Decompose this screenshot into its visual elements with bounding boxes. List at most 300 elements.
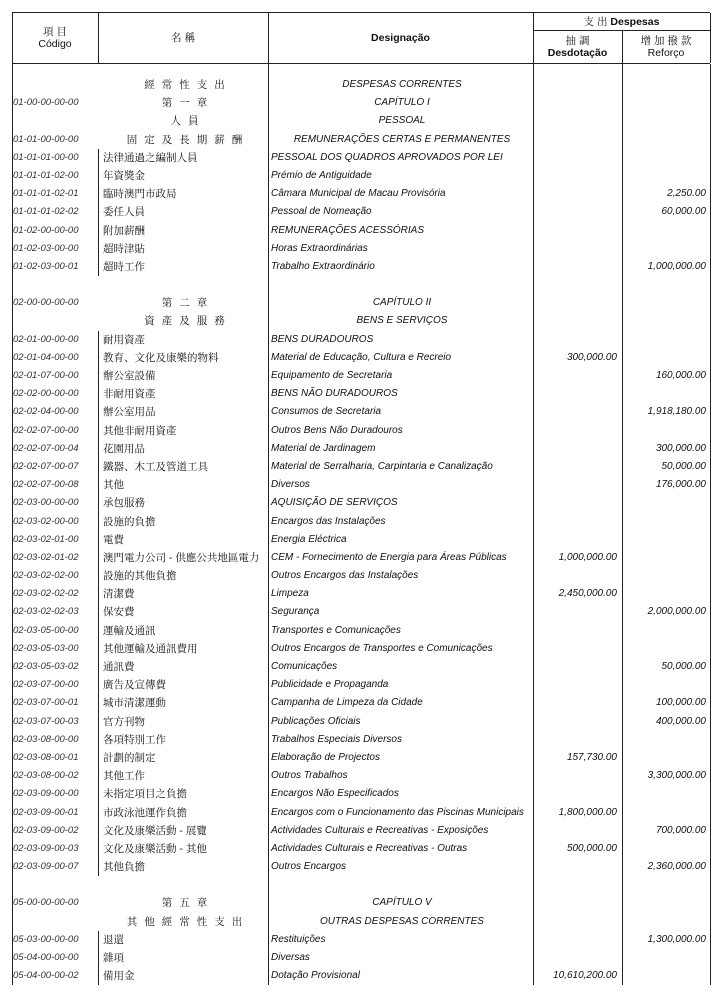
reforco-cell [622, 731, 706, 749]
desdotacao-cell [533, 367, 617, 385]
table-row [12, 931, 710, 949]
table-row [12, 367, 710, 385]
designacao-cell: Actividades Culturais e Recreativas - Exposições [271, 824, 489, 836]
heading-row [12, 312, 710, 330]
desdotacao-cell [533, 422, 617, 440]
reforco-cell: 1,000,000.00 [647, 260, 706, 272]
name-zh-cell: 文化及康樂活動 - 展覽 [98, 822, 268, 840]
name-zh-cell: 其他 [98, 476, 268, 494]
table-row [12, 567, 710, 585]
desdotacao-cell: 300,000.00 [566, 351, 617, 363]
header-despesas-zh: 支 出 [583, 15, 608, 28]
name-zh-cell: 其他工作 [98, 767, 268, 785]
reforco-cell: 300,000.00 [655, 442, 706, 454]
table-row [12, 513, 710, 531]
reforco-cell [622, 385, 706, 403]
designacao-cell: Encargos das Instalações [271, 515, 386, 527]
designacao-cell: Outros Encargos [271, 861, 347, 873]
reforco-cell: 2,360,000.00 [647, 861, 706, 873]
desdotacao-cell [533, 785, 617, 803]
code-cell: 02-02-07-00-08 [13, 479, 79, 491]
reforco-cell: 60,000.00 [661, 206, 706, 218]
blank-row [12, 276, 710, 294]
name-zh-cell: 城市清潔運動 [98, 694, 268, 712]
desdotacao-cell [533, 713, 617, 731]
designacao-cell: Pessoal de Nomeação [271, 206, 372, 218]
desdotacao-cell [533, 167, 617, 185]
reforco-cell [622, 513, 706, 531]
designacao-cell: REMUNERAÇÕES ACESSÓRIAS [271, 224, 424, 236]
code-cell: 05-03-00-00-00 [13, 933, 79, 945]
name-zh-cell: 第一章 [161, 97, 215, 110]
table-row [12, 749, 710, 767]
table-row [12, 385, 710, 403]
name-zh-cell: 各項特別工作 [98, 731, 268, 749]
code-cell: 02-02-07-00-00 [13, 424, 79, 436]
code-cell: 02-01-00-00-00 [13, 333, 79, 345]
name-zh-cell: 資產及服務 [144, 315, 232, 328]
code-cell: 01-00-00-00-00 [13, 97, 79, 109]
desdotacao-cell: 1,000,000.00 [558, 551, 617, 563]
name-zh-cell: 電費 [98, 531, 268, 549]
code-cell: 02-03-02-02-00 [13, 570, 79, 582]
header-designacao-pt: Designação [371, 32, 430, 44]
name-zh-cell: 耐用資產 [98, 331, 268, 349]
table-row [12, 185, 710, 203]
designacao-cell: Encargos com o Funcionamento das Piscinas Municipais [271, 806, 524, 818]
header-reforco-zh: 增 加 撥 款 [640, 34, 692, 47]
reforco-cell [622, 422, 706, 440]
code-cell: 02-03-08-00-01 [13, 751, 79, 763]
table-row [12, 804, 710, 822]
name-zh-cell: 鐵器、木工及管道工具 [98, 458, 268, 476]
designacao-cell: CEM - Fornecimento de Energia para Áreas Públicas [271, 551, 507, 563]
designacao-cell: Equipamento de Secretaria [271, 370, 393, 381]
desdotacao-cell [533, 185, 617, 203]
table-row [12, 476, 710, 494]
desdotacao-cell [533, 240, 617, 258]
header-codigo-zh: 項 目 [43, 26, 67, 38]
name-zh-cell: 辦公室設備 [98, 367, 268, 385]
designacao-cell: Outros Encargos das Instalações [271, 570, 419, 582]
code-cell: 01-02-00-00-00 [13, 224, 79, 236]
table-row [12, 949, 710, 967]
designacao-cell: Restituições [271, 933, 326, 945]
designacao-cell: CAPÍTULO I [374, 97, 430, 109]
name-zh-cell: 承包服務 [98, 494, 268, 512]
designacao-cell: CAPÍTULO II [372, 297, 432, 309]
code-cell: 01-01-01-02-00 [13, 169, 79, 181]
table-row [12, 331, 710, 349]
designacao-cell: BENS NÃO DURADOUROS [271, 388, 398, 400]
reforco-cell [622, 222, 706, 240]
designacao-cell: Energia Eléctrica [271, 533, 347, 545]
code-cell: 02-03-05-03-00 [13, 642, 79, 654]
name-zh-cell: 備用金 [98, 967, 268, 985]
code-cell: 02-03-07-00-00 [13, 679, 79, 691]
designacao-cell: BENS DURADOUROS [271, 333, 374, 345]
designacao-cell: Material de Jardinagem [271, 442, 376, 454]
desdotacao-cell [533, 658, 617, 676]
desdotacao-cell: 157,730.00 [566, 751, 617, 763]
name-zh-cell: 通訊費 [98, 658, 268, 676]
desdotacao-cell [533, 567, 617, 585]
desdotacao-cell [533, 385, 617, 403]
name-zh-cell: 超時津貼 [98, 240, 268, 258]
reforco-cell: 160,000.00 [655, 370, 706, 381]
desdotacao-cell [533, 203, 617, 221]
code-cell: 02-02-07-00-07 [13, 460, 79, 472]
code-cell: 01-02-03-00-01 [13, 260, 79, 272]
reforco-cell [622, 749, 706, 767]
desdotacao-cell [533, 931, 617, 949]
designacao-cell: OUTRAS DESPESAS CORRENTES [320, 915, 484, 927]
reforco-cell [622, 804, 706, 822]
designacao-cell: PESSOAL [378, 115, 426, 127]
code-cell: 01-01-00-00-00 [13, 133, 79, 145]
designacao-cell: BENS E SERVIÇOS [356, 315, 448, 327]
desdotacao-cell [533, 731, 617, 749]
designacao-cell: Publicidade e Propaganda [271, 679, 389, 691]
header-reforco [622, 30, 710, 63]
reforco-cell [622, 294, 706, 312]
table-row [12, 494, 710, 512]
table-row [12, 458, 710, 476]
table-row [12, 222, 710, 240]
heading-row [12, 76, 710, 94]
desdotacao-cell: 500,000.00 [566, 842, 617, 854]
name-zh-cell: 其他負擔 [98, 858, 268, 876]
designacao-cell: Câmara Municipal de Macau Provisória [271, 188, 446, 200]
code-cell: 01-01-01-02-01 [13, 188, 79, 200]
reforco-cell [622, 913, 706, 931]
heading-row [12, 94, 710, 112]
table-row [12, 713, 710, 731]
name-zh-cell: 雜項 [98, 949, 268, 967]
table-row [12, 858, 710, 876]
code-cell: 02-03-07-00-03 [13, 715, 79, 727]
heading-row [12, 294, 710, 312]
table-row [12, 240, 710, 258]
heading-row [12, 131, 710, 149]
table-row [12, 767, 710, 785]
table-row [12, 967, 710, 985]
designacao-cell: Material de Educação, Cultura e Recreio [271, 351, 452, 363]
table-row [12, 622, 710, 640]
reforco-cell: 50,000.00 [661, 661, 706, 672]
header-nome [98, 13, 268, 63]
code-cell: 02-03-09-00-00 [13, 788, 79, 800]
reforco-cell [622, 622, 706, 640]
reforco-cell [622, 567, 706, 585]
table-row [12, 658, 710, 676]
desdotacao-cell [533, 440, 617, 458]
name-zh-cell: 設施的其他負擔 [98, 567, 268, 585]
desdotacao-cell [533, 476, 617, 494]
designacao-cell: AQUISIÇÃO DE SERVIÇOS [271, 497, 398, 509]
code-cell [13, 312, 99, 330]
code-cell: 02-03-02-02-02 [13, 588, 79, 600]
table-row [12, 731, 710, 749]
reforco-cell [622, 785, 706, 803]
designacao-cell: Publicações Oficiais [271, 715, 361, 727]
name-zh-cell: 文化及康樂活動 - 其他 [98, 840, 268, 858]
reforco-cell [622, 640, 706, 658]
reforco-cell [622, 94, 706, 112]
name-zh-cell: 其他非耐用資產 [98, 422, 268, 440]
table-row [12, 258, 710, 276]
desdotacao-cell [533, 640, 617, 658]
reforco-cell: 3,300,000.00 [647, 770, 706, 782]
header-codigo [12, 13, 98, 63]
table-row [12, 149, 710, 167]
designacao-cell: Comunicações [271, 661, 338, 672]
designacao-cell: Trabalhos Especiais Diversos [271, 733, 402, 745]
code-cell: 01-01-01-00-00 [13, 151, 79, 163]
name-zh-cell: 固定及長期薪酬 [126, 133, 250, 146]
designacao-cell: Actividades Culturais e Recreativas - Outras [271, 842, 468, 854]
desdotacao-cell [533, 76, 617, 94]
desdotacao-cell [533, 494, 617, 512]
designacao-cell: CAPÍTULO V [372, 897, 432, 909]
desdotacao-cell [533, 858, 617, 876]
table-row [12, 785, 710, 803]
designacao-cell: Prémio de Antiguidade [271, 169, 372, 181]
desdotacao-cell [533, 458, 617, 476]
table-row [12, 585, 710, 603]
name-zh-cell: 超時工作 [98, 258, 268, 276]
desdotacao-cell [533, 222, 617, 240]
code-cell: 02-03-09-00-01 [13, 806, 79, 818]
desdotacao-cell [533, 312, 617, 330]
desdotacao-cell [533, 767, 617, 785]
name-zh-cell: 臨時澳門市政局 [98, 185, 268, 203]
desdotacao-cell [533, 331, 617, 349]
header-desdotacao-pt: Desdotação [547, 46, 608, 59]
name-zh-cell: 運輸及通訊 [98, 622, 268, 640]
reforco-cell [622, 967, 706, 985]
desdotacao-cell [533, 258, 617, 276]
name-zh-cell: 計劃的制定 [98, 749, 268, 767]
designacao-cell: PESSOAL DOS QUADROS APROVADOS POR LEI [271, 151, 503, 163]
code-cell: 02-03-08-00-02 [13, 770, 79, 782]
name-zh-cell: 保安費 [98, 603, 268, 621]
desdotacao-cell [533, 403, 617, 421]
name-zh-cell: 第五章 [161, 897, 215, 910]
code-cell: 05-04-00-00-00 [13, 952, 79, 963]
designacao-cell: Limpeza [271, 588, 309, 600]
designacao-cell: Outros Bens Não Duradouros [271, 424, 403, 436]
name-zh-cell: 第二章 [161, 297, 215, 310]
name-zh-cell: 官方刊物 [98, 713, 268, 731]
designacao-cell: Segurança [271, 606, 320, 618]
table-row [12, 403, 710, 421]
designacao-cell: Diversos [271, 479, 310, 491]
name-zh-cell: 澳門電力公司 - 供應公共地區電力 [98, 549, 268, 567]
code-cell: 02-03-08-00-00 [13, 733, 79, 745]
designacao-cell: Consumos de Secretaria [271, 406, 382, 418]
reforco-cell: 2,000,000.00 [647, 606, 706, 618]
code-cell: 01-02-03-00-00 [13, 242, 79, 254]
name-zh-cell: 年資獎金 [98, 167, 268, 185]
code-cell: 02-03-02-02-03 [13, 606, 79, 618]
table-row [12, 440, 710, 458]
designacao-cell: Diversas [271, 952, 310, 963]
reforco-cell [622, 894, 706, 912]
desdotacao-cell [533, 694, 617, 712]
code-cell: 02-01-04-00-00 [13, 351, 79, 363]
desdotacao-cell [533, 949, 617, 967]
reforco-cell [622, 312, 706, 330]
designacao-cell: Outros Trabalhos [271, 770, 348, 782]
table-row [12, 603, 710, 621]
spacer-row [12, 64, 710, 76]
desdotacao-cell [533, 513, 617, 531]
header-codigo-pt: Código [38, 38, 72, 50]
reforco-cell [622, 76, 706, 94]
table-row [12, 549, 710, 567]
designacao-cell: Encargos Não Especificados [271, 788, 399, 800]
name-zh-cell: 設施的負擔 [98, 513, 268, 531]
reforco-cell [622, 840, 706, 858]
table-row [12, 349, 710, 367]
code-cell: 02-03-05-03-02 [13, 661, 79, 672]
code-cell: 01-01-01-02-02 [13, 206, 79, 218]
name-zh-cell: 辦公室用品 [98, 403, 268, 421]
designacao-cell: Elaboração de Projectos [271, 751, 380, 763]
code-cell: 02-03-02-01-02 [13, 551, 79, 563]
designacao-cell: Material de Serralharia, Carpintaria e Canalização [271, 460, 493, 472]
reforco-cell [622, 549, 706, 567]
desdotacao-cell [533, 913, 617, 931]
reforco-cell [622, 131, 706, 149]
reforco-cell: 1,918,180.00 [647, 406, 706, 418]
budget-table [12, 12, 710, 985]
name-zh-cell: 教育、文化及康樂的物料 [98, 349, 268, 367]
reforco-cell: 400,000.00 [655, 715, 706, 727]
name-zh-cell: 廣告及宣傳費 [98, 676, 268, 694]
reforco-cell [622, 240, 706, 258]
table-row [12, 203, 710, 221]
name-zh-cell: 退還 [98, 931, 268, 949]
code-cell: 02-02-07-00-04 [13, 442, 79, 454]
header-despesas [533, 13, 710, 30]
table-row [12, 167, 710, 185]
name-zh-cell: 委任人員 [98, 203, 268, 221]
code-cell: 02-00-00-00-00 [13, 297, 79, 309]
designacao-cell: Trabalho Extraordinário [271, 260, 375, 272]
code-cell [13, 913, 99, 931]
code-cell: 02-03-02-00-00 [13, 515, 79, 527]
reforco-cell [622, 494, 706, 512]
header-nome-zh: 名 稱 [171, 32, 195, 44]
reforco-cell [622, 112, 706, 130]
reforco-cell: 700,000.00 [655, 824, 706, 836]
table-header [12, 12, 710, 64]
name-zh-cell: 非耐用資產 [98, 385, 268, 403]
desdotacao-cell: 1,800,000.00 [558, 806, 617, 818]
code-cell [13, 76, 99, 94]
designacao-cell: Dotação Provisional [271, 970, 360, 982]
designacao-cell: Campanha de Limpeza da Cidade [271, 697, 423, 709]
name-zh-cell: 附加薪酬 [98, 222, 268, 240]
code-cell: 02-03-02-01-00 [13, 533, 79, 545]
reforco-cell: 2,250.00 [667, 188, 706, 200]
designacao-cell: Horas Extraordinárias [271, 242, 368, 254]
desdotacao-cell [533, 822, 617, 840]
reforco-cell: 176,000.00 [655, 479, 706, 491]
desdotacao-cell [533, 676, 617, 694]
reforco-cell: 100,000.00 [655, 697, 706, 709]
name-zh-cell: 人員 [170, 115, 206, 128]
table-row [12, 840, 710, 858]
code-cell: 02-02-00-00-00 [13, 388, 79, 400]
table-row [12, 531, 710, 549]
reforco-cell [622, 676, 706, 694]
heading-row [12, 894, 710, 912]
name-zh-cell: 市政泳池運作負擔 [98, 804, 268, 822]
name-zh-cell: 清潔費 [98, 585, 268, 603]
heading-row [12, 913, 710, 931]
desdotacao-cell [533, 894, 617, 912]
code-cell: 02-03-07-00-01 [13, 697, 79, 709]
name-zh-cell: 花園用品 [98, 440, 268, 458]
reforco-cell [622, 149, 706, 167]
reforco-cell [622, 331, 706, 349]
name-zh-cell: 未指定項目之負擔 [98, 785, 268, 803]
name-zh-cell: 其他運輸及通訊費用 [98, 640, 268, 658]
name-zh-cell: 法律通過之編制人員 [98, 149, 268, 167]
desdotacao-cell [533, 131, 617, 149]
code-cell [13, 112, 99, 130]
code-cell: 02-03-00-00-00 [13, 497, 79, 509]
reforco-cell: 50,000.00 [661, 460, 706, 472]
table-row [12, 422, 710, 440]
header-desdotacao-zh: 抽 調 [565, 34, 590, 47]
desdotacao-cell [533, 149, 617, 167]
table-row [12, 640, 710, 658]
designacao-cell: Transportes e Comunicações [271, 624, 401, 636]
code-cell: 02-01-07-00-00 [13, 370, 79, 381]
code-cell: 02-02-04-00-00 [13, 406, 79, 418]
reforco-cell [622, 349, 706, 367]
table-row [12, 822, 710, 840]
desdotacao-cell: 10,610,200.00 [553, 970, 617, 982]
reforco-cell [622, 585, 706, 603]
blank-row [12, 876, 710, 894]
reforco-cell [622, 531, 706, 549]
desdotacao-cell [533, 94, 617, 112]
table-body [12, 64, 710, 985]
desdotacao-cell [533, 294, 617, 312]
name-zh-cell: 其他經常性支出 [126, 915, 250, 928]
desdotacao-cell [533, 112, 617, 130]
header-despesas-pt: Despesas [610, 15, 660, 28]
code-cell: 02-03-09-00-07 [13, 861, 79, 873]
name-zh-cell: 經常性支出 [144, 79, 232, 91]
designacao-cell: Outros Encargos de Transportes e Comunicações [271, 642, 493, 654]
desdotacao-cell: 2,450,000.00 [558, 588, 617, 600]
header-designacao [268, 13, 533, 63]
header-reforco-pt: Reforço [647, 46, 685, 59]
header-desdotacao [533, 30, 622, 63]
reforco-cell [622, 167, 706, 185]
code-cell: 05-00-00-00-00 [13, 897, 79, 909]
code-cell: 05-04-00-00-02 [13, 970, 79, 982]
designacao-cell: REMUNERAÇÕES CERTAS E PERMANENTES [293, 133, 511, 145]
code-cell: 02-03-09-00-03 [13, 842, 79, 854]
desdotacao-cell [533, 622, 617, 640]
